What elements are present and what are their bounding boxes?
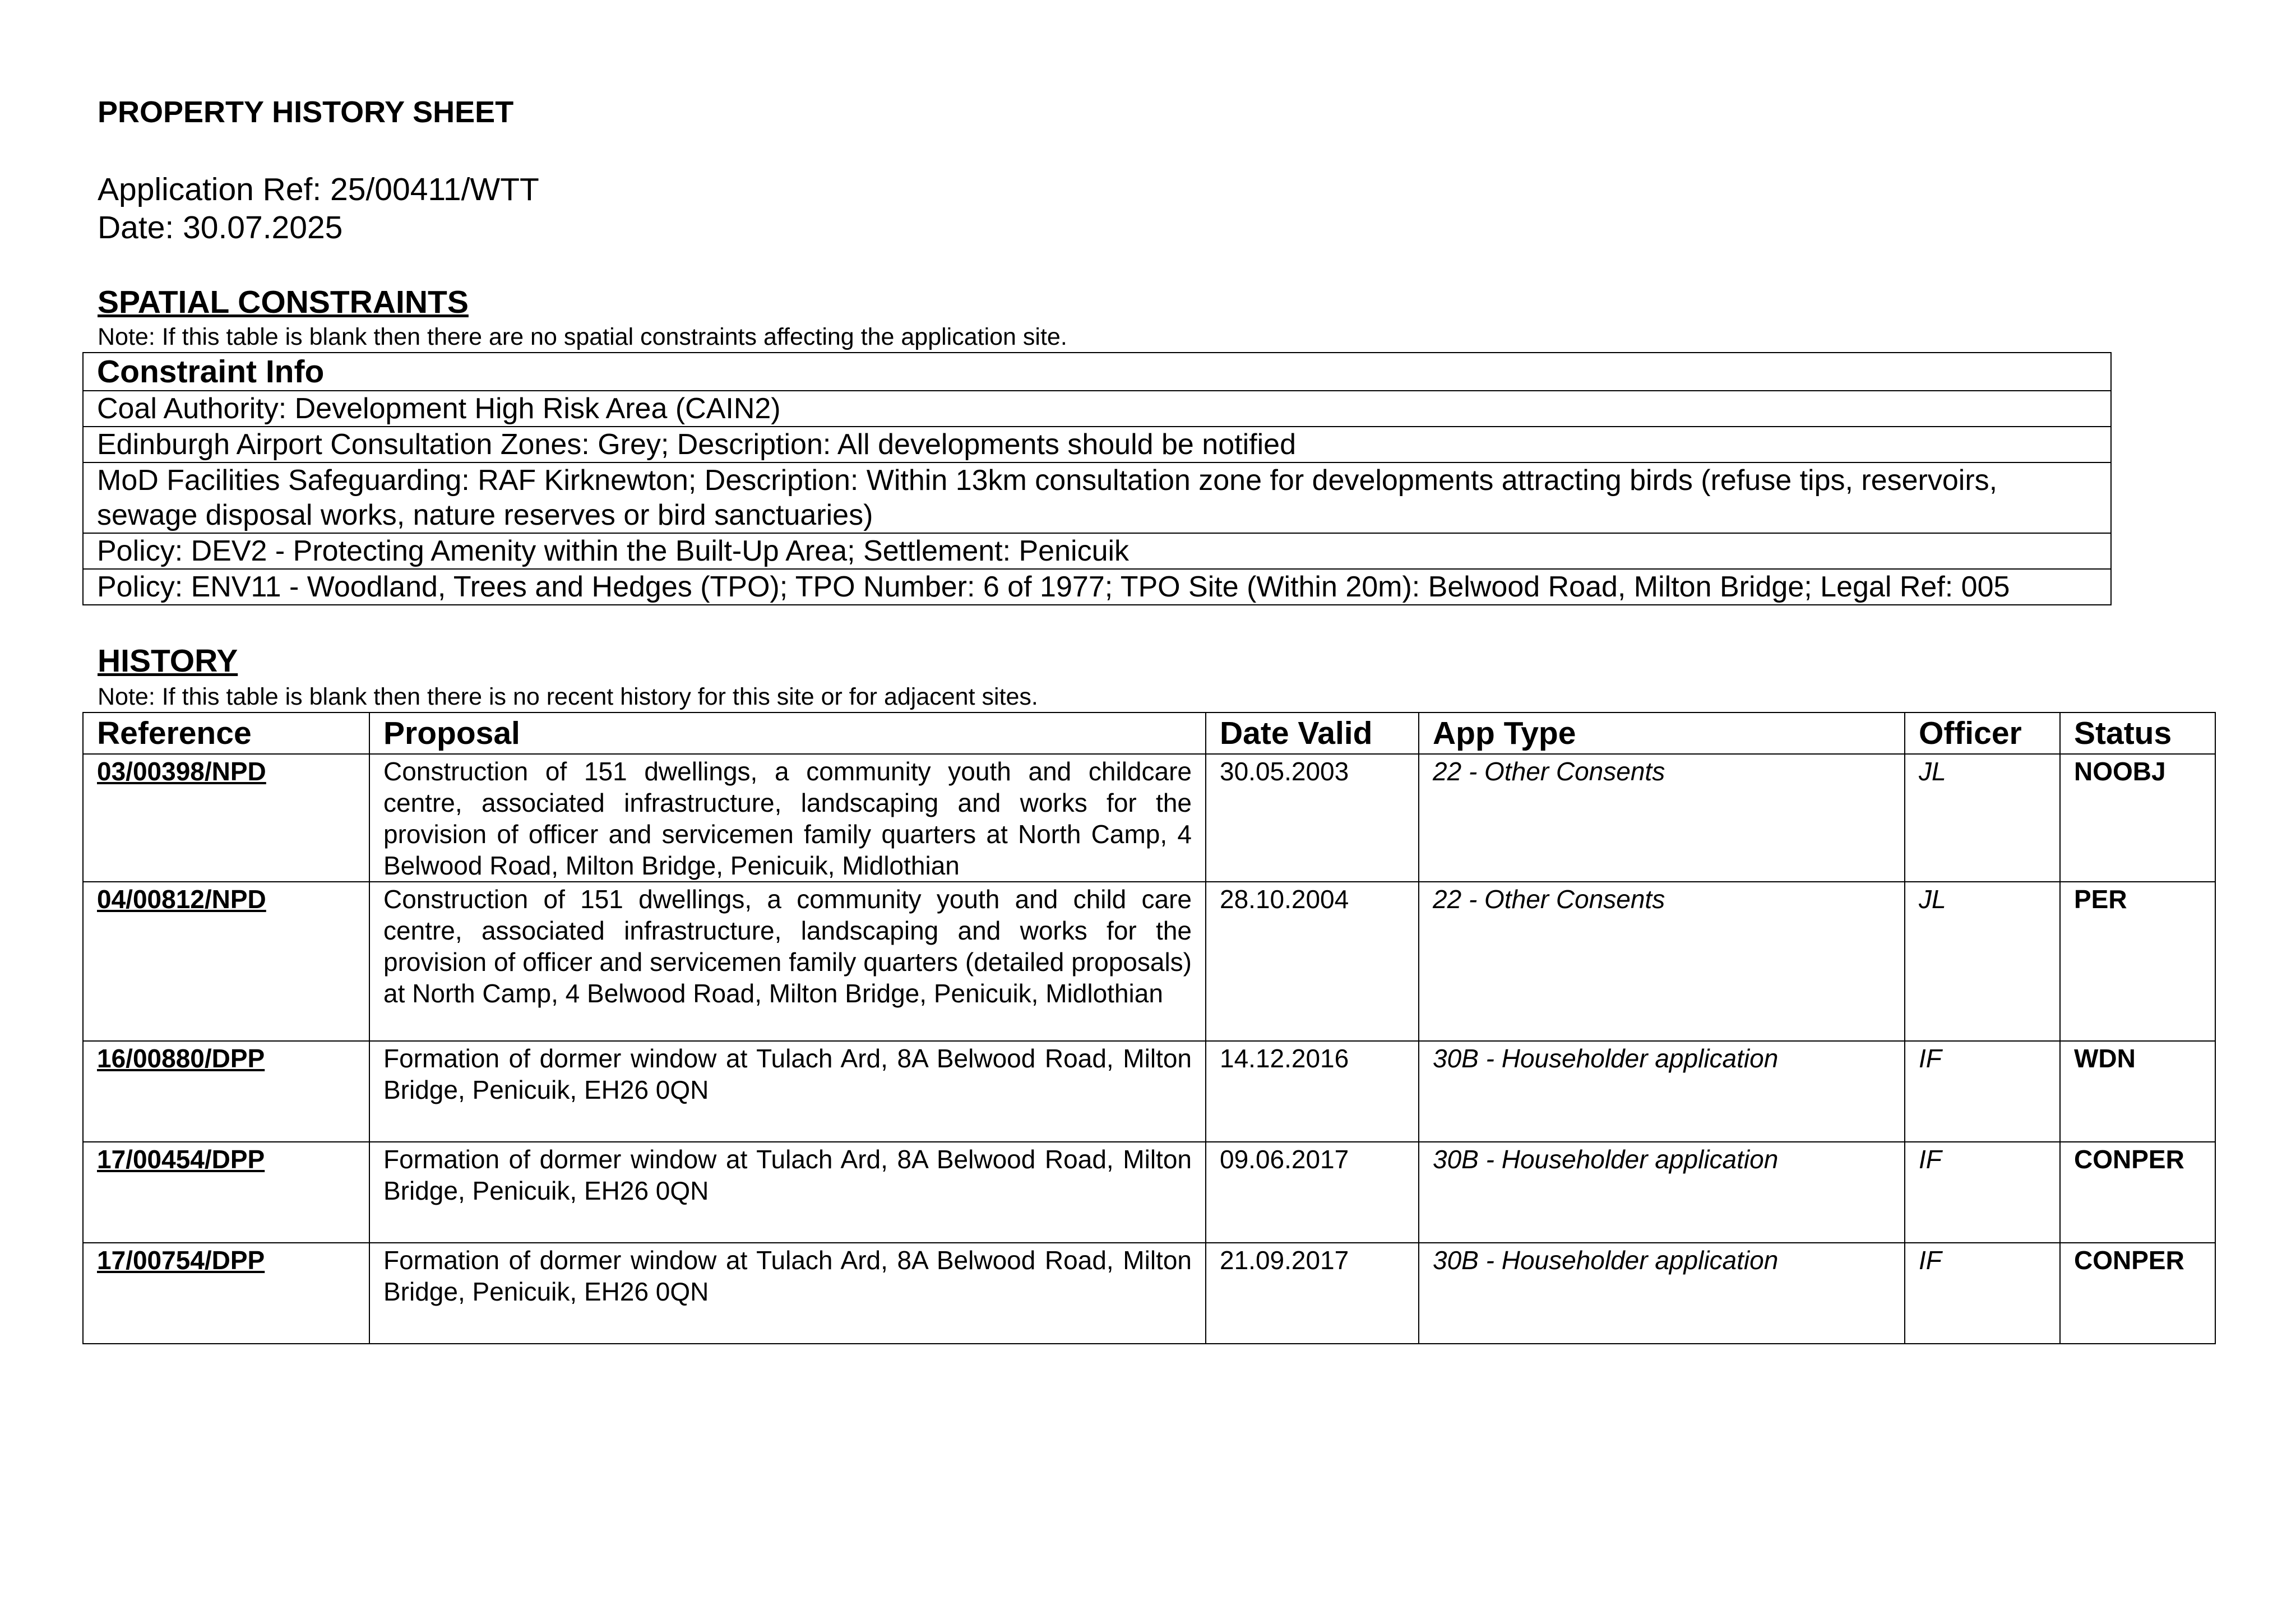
- constraint-row: [83, 427, 2111, 462]
- spatial-constraints-heading: SPATIAL CONSTRAINTS: [98, 284, 469, 320]
- reference-link[interactable]: 04/00812/NPD: [83, 882, 369, 1041]
- proposal-header: Proposal: [369, 712, 1206, 754]
- officer-cell: IF: [1905, 1041, 2060, 1142]
- reference-header: Reference: [83, 712, 369, 754]
- spatial-constraints-table: [82, 352, 2112, 605]
- history-table: [82, 712, 2216, 1344]
- status-cell: WDN: [2060, 1041, 2215, 1142]
- constraint-cell: MoD Facilities Safeguarding: RAF Kirknewton; Description: Within 13km consultation zone for developments attracting birds (refuse tips, reservoirs, sewage disposal works, nature reserves or bird sanctuaries): [83, 462, 2111, 533]
- status-cell: CONPER: [2060, 1142, 2215, 1243]
- reference-link[interactable]: 17/00454/DPP: [83, 1142, 369, 1243]
- date-valid-header: Date Valid: [1206, 712, 1419, 754]
- app-type-cell: 30B - Householder application: [1419, 1142, 1905, 1243]
- officer-cell: JL: [1905, 882, 2060, 1041]
- constraint-row: [83, 391, 2111, 427]
- proposal-cell: Formation of dormer window at Tulach Ard, 8A Belwood Road, Milton Bridge, Penicuik, EH26 0QN: [369, 1243, 1206, 1344]
- proposal-cell: Construction of 151 dwellings, a community youth and childcare centre, associated infrastructure, landscaping and works for the provision of officer and servicemen family quarters at North Camp, 4 Belwood Road, Milton Bridge, Penicuik, Midlothian: [369, 754, 1206, 882]
- constraint-row: [83, 462, 2111, 533]
- proposal-cell: Formation of dormer window at Tulach Ard, 8A Belwood Road, Milton Bridge, Penicuik, EH26 0QN: [369, 1041, 1206, 1142]
- officer-cell: IF: [1905, 1142, 2060, 1243]
- history-header-row: [83, 712, 2215, 754]
- history-row: [83, 1142, 2215, 1243]
- constraints-header-row: [83, 353, 2111, 391]
- officer-cell: JL: [1905, 754, 2060, 882]
- document-date: Date: 30.07.2025: [98, 210, 343, 246]
- constraint-cell: Policy: DEV2 - Protecting Amenity within the Built-Up Area; Settlement: Penicuik: [83, 533, 2111, 569]
- reference-link[interactable]: 03/00398/NPD: [83, 754, 369, 882]
- constraint-cell: Coal Authority: Development High Risk Area (CAIN2): [83, 391, 2111, 427]
- date-valid-cell: 28.10.2004: [1206, 882, 1419, 1041]
- status-cell: NOOBJ: [2060, 754, 2215, 882]
- officer-header: Officer: [1905, 712, 2060, 754]
- app-type-cell: 22 - Other Consents: [1419, 754, 1905, 882]
- app-type-cell: 30B - Householder application: [1419, 1041, 1905, 1142]
- proposal-cell: Construction of 151 dwellings, a community youth and child care centre, associated infrastructure, landscaping and works for the provision of officer and servicemen family quarters (detailed proposals) at North Camp, 4 Belwood Road, Milton Bridge, Penicuik, Midlothian: [369, 882, 1206, 1041]
- history-row: [83, 882, 2215, 1041]
- constraint-info-header: Constraint Info: [83, 353, 2111, 391]
- history-heading: HISTORY: [98, 643, 238, 679]
- history-row: [83, 754, 2215, 882]
- constraint-cell: Policy: ENV11 - Woodland, Trees and Hedges (TPO); TPO Number: 6 of 1977; TPO Site (Within 20m): Belwood Road, Milton Bridge; Legal Ref: 005: [83, 569, 2111, 605]
- reference-link[interactable]: 16/00880/DPP: [83, 1041, 369, 1142]
- app-type-cell: 22 - Other Consents: [1419, 882, 1905, 1041]
- spatial-constraints-note: Note: If this table is blank then there are no spatial constraints affecting the application site.: [98, 323, 1067, 350]
- app-type-cell: 30B - Householder application: [1419, 1243, 1905, 1344]
- date-valid-cell: 14.12.2016: [1206, 1041, 1419, 1142]
- reference-link[interactable]: 17/00754/DPP: [83, 1243, 369, 1344]
- date-valid-cell: 09.06.2017: [1206, 1142, 1419, 1243]
- constraint-cell: Edinburgh Airport Consultation Zones: Grey; Description: All developments should be notified: [83, 427, 2111, 462]
- constraint-row: [83, 569, 2111, 605]
- proposal-cell: Formation of dormer window at Tulach Ard, 8A Belwood Road, Milton Bridge, Penicuik, EH26 0QN: [369, 1142, 1206, 1243]
- date-valid-cell: 21.09.2017: [1206, 1243, 1419, 1344]
- history-note: Note: If this table is blank then there is no recent history for this site or for adjacent sites.: [98, 683, 1038, 710]
- history-row: [83, 1243, 2215, 1344]
- officer-cell: IF: [1905, 1243, 2060, 1344]
- application-ref: Application Ref: 25/00411/WTT: [98, 172, 539, 207]
- document-title: PROPERTY HISTORY SHEET: [98, 95, 514, 129]
- constraint-row: [83, 533, 2111, 569]
- status-cell: PER: [2060, 882, 2215, 1041]
- history-row: [83, 1041, 2215, 1142]
- date-valid-cell: 30.05.2003: [1206, 754, 1419, 882]
- status-header: Status: [2060, 712, 2215, 754]
- status-cell: CONPER: [2060, 1243, 2215, 1344]
- app-type-header: App Type: [1419, 712, 1905, 754]
